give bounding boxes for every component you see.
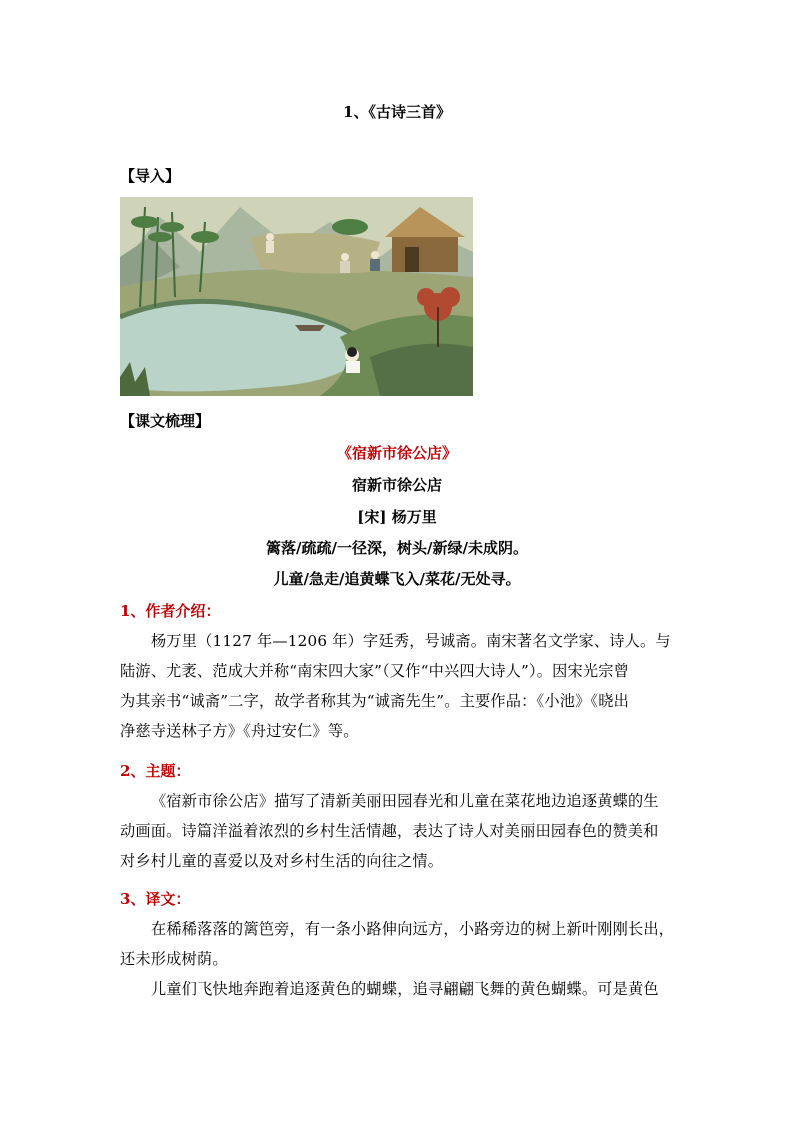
poem-title: 宿新市徐公店 — [351, 476, 442, 494]
intro-label: 【导入】 — [120, 167, 181, 185]
author-line: 陆游、尤袤、范成大并称“南宋四大家”（又作“中兴四大诗人”）。因宋光宗曾 — [120, 662, 630, 680]
theme-paragraph — [120, 786, 676, 876]
theme-heading: 2、主题： — [120, 762, 191, 780]
author-line: 净慈寺送林子方》《舟过安仁》等。 — [120, 722, 359, 740]
document-title: 1、《古诗三首》 — [343, 103, 451, 121]
translation-paragraph — [120, 914, 676, 1004]
author-line: 杨万里（1127 年—1206 年）字廷秀，号诚斋。南宋著名文学家、诗人。与 — [151, 632, 671, 650]
translation-line: 儿童们飞快地奔跑着追逐黄色的蝴蝶，追寻翩翩飞舞的黄色蝴蝶。可是黄色 — [151, 980, 659, 998]
poem-author: [宋] 杨万里 — [357, 508, 437, 526]
theme-line: 《宿新市徐公店》描写了清新美丽田园春光和儿童在菜花地边追逐黄蝶的生 — [151, 792, 659, 810]
poem-line-2: 儿童/急走/追黄蝶飞入/菜花/无处寻。 — [273, 570, 521, 588]
theme-line: 对乡村儿童的喜爱以及对乡村生活的向往之情。 — [120, 852, 444, 870]
author-paragraph — [120, 626, 676, 746]
review-label: 【课文梳理】 — [120, 412, 211, 430]
poem-heading: 《宿新市徐公店》 — [336, 444, 457, 462]
theme-line: 动画面。诗篇洋溢着浓烈的乡村生活情趣，表达了诗人对美丽田园春色的赞美和 — [120, 822, 659, 840]
translation-line: 还未形成树荫。 — [120, 950, 228, 968]
translation-heading: 3、译文： — [120, 890, 191, 908]
translation-line: 在稀稀落落的篱笆旁，有一条小路伸向远方，小路旁边的树上新叶刚刚长出， — [151, 920, 675, 938]
poem-line-1: 篱落/疏疏/一径深，树头/新绿/未成阴。 — [266, 539, 528, 557]
author-heading: 1、作者介绍： — [120, 602, 221, 620]
poem-illustration — [120, 197, 473, 396]
author-line: 为其亲书“诚斋”二字，故学者称其为“诚斋先生”。主要作品：《小池》《晓出 — [120, 692, 630, 710]
